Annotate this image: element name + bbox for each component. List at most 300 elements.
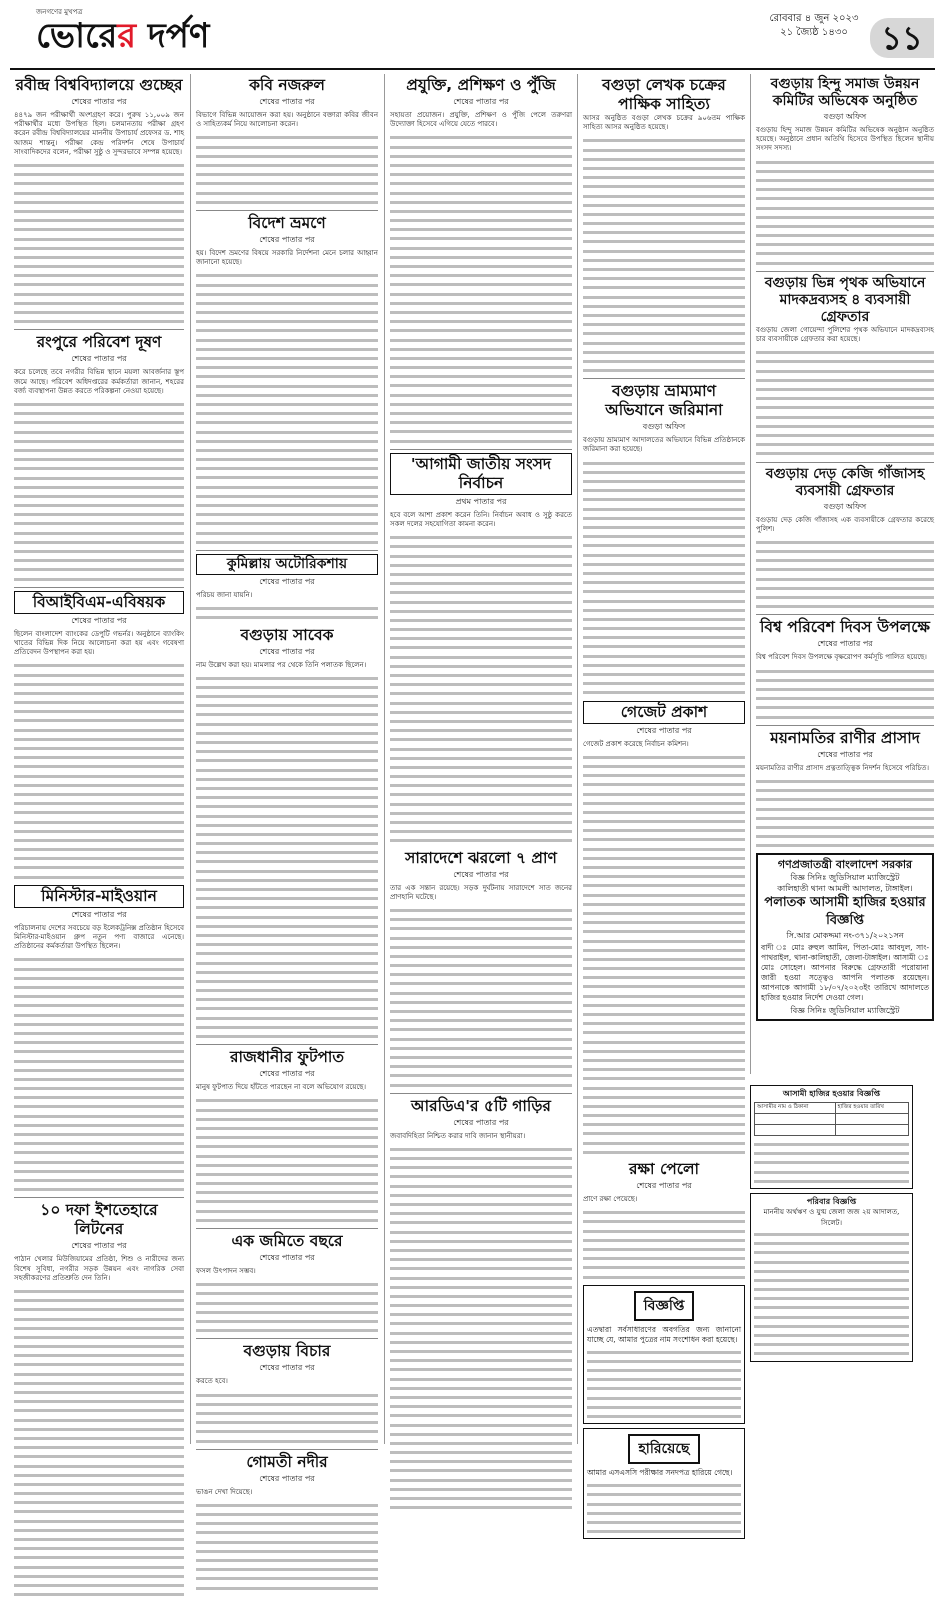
text-line: [583, 559, 745, 568]
headline: গোমতী নদীর: [246, 1452, 328, 1471]
article-bogura-former[interactable]: [196, 626, 378, 1041]
text-line: [196, 1583, 378, 1592]
text-line: [583, 246, 745, 255]
text-line: [390, 1043, 572, 1052]
text-line: [196, 902, 378, 911]
continued-label: শেষের পাতার পর: [817, 749, 873, 759]
column-2: [196, 74, 378, 1496]
text-line: [14, 1387, 184, 1396]
text-line: [756, 840, 934, 849]
text-line: [390, 1208, 572, 1217]
body-text-lines: [196, 1279, 378, 1334]
text-line: [14, 261, 184, 270]
text-line: [196, 893, 378, 902]
article-body: সহায়তা প্রয়োজন। প্রযুক্তি, প্রশিক্ষণ ও পুঁজি পেলে তরুণরা উদ্যোক্তা হিসেবে এগিয়ে যেতে পারবে।: [390, 111, 572, 129]
text-line: [390, 1346, 572, 1355]
article-ganja-arrest[interactable]: [756, 466, 934, 611]
headline: 'আগামী জাতীয় সংসদ নির্বাচন: [390, 453, 572, 495]
text-line: [583, 1009, 745, 1018]
text-line: [196, 783, 378, 792]
text-line: [14, 1543, 184, 1552]
continued-label: বগুড়া অফিস: [823, 501, 867, 511]
article-bogura-trial[interactable]: [196, 1342, 378, 1444]
text-line: [390, 132, 572, 141]
text-line: [390, 1337, 572, 1346]
article-rani-palace[interactable]: [756, 729, 934, 850]
headline: বগুড়ায় সাবেক: [240, 625, 334, 644]
text-line: [390, 426, 572, 435]
text-line: [583, 687, 745, 696]
text-line: [390, 1052, 572, 1061]
text-line: [14, 1010, 184, 1019]
article-hindu-committee[interactable]: [756, 76, 934, 267]
text-line: [196, 682, 378, 691]
notice-case-number: সি.আর মোকদ্দমা নং-৩৭১/২০২১সন: [786, 931, 904, 941]
text-line: [390, 1447, 572, 1456]
text-line: [390, 679, 572, 688]
text-line: [14, 518, 184, 527]
body-text-lines: [14, 660, 184, 881]
text-line: [583, 807, 745, 816]
text-line: [390, 997, 572, 1006]
text-line: [390, 808, 572, 817]
article-foreign-travel[interactable]: [196, 214, 378, 546]
continued-label: প্রথম পাতার পর: [455, 496, 507, 506]
text-line: [390, 914, 572, 923]
article-seven-dead[interactable]: [390, 849, 572, 1089]
text-line: [196, 316, 378, 325]
text-line: [390, 1227, 572, 1236]
continued-label: বগুড়া অফিস: [642, 422, 686, 432]
body-text-lines: [14, 1286, 184, 1598]
notice-lost[interactable]: [583, 1428, 745, 1539]
text-line: [14, 1175, 184, 1184]
text-line: [390, 1465, 572, 1474]
headline: বগুড়া লেখক চক্রের পাক্ষিক সাহিত্য: [602, 76, 726, 113]
headline: সারাদেশে ঝরলো ৭ প্রাণ: [405, 848, 557, 867]
text-line: [583, 522, 745, 531]
text-line: [390, 835, 572, 844]
article-comilla-autorickshaw[interactable]: [196, 554, 378, 622]
notice-absconding-accused[interactable]: [756, 853, 934, 1021]
notice-title: পলাতক আসামী হাজির হওয়ার বিজ্ঞপ্তি: [764, 895, 926, 929]
text-line: [583, 880, 745, 889]
text-line: [754, 1257, 909, 1266]
article-gomoti-river[interactable]: [196, 1453, 378, 1592]
text-line: [390, 716, 572, 725]
text-line: [196, 381, 378, 390]
article-minister-myone[interactable]: [14, 885, 184, 1193]
text-line: [14, 1589, 184, 1598]
article-body: গেজেট প্রকাশ করেছে নির্বাচন কমিশন।: [583, 739, 689, 748]
article-environment-day[interactable]: [756, 618, 934, 720]
text-line: [196, 709, 378, 718]
text-line: [196, 1196, 378, 1205]
text-line: [196, 371, 378, 380]
text-line: [390, 279, 572, 288]
text-line: [14, 826, 184, 835]
text-line: [583, 862, 745, 871]
text-line: [583, 135, 745, 144]
text-line: [14, 1369, 184, 1378]
text-line: [390, 569, 572, 578]
text-line: [14, 445, 184, 454]
text-line: [14, 1056, 184, 1065]
text-line: [587, 1480, 741, 1489]
text-line: [390, 725, 572, 734]
text-line: [390, 1300, 572, 1309]
text-line: [14, 725, 184, 734]
masthead-rule: [10, 68, 935, 70]
text-line: [196, 746, 378, 755]
text-line: [14, 206, 184, 215]
text-line: [14, 1506, 184, 1515]
text-line: [14, 743, 184, 752]
text-line: [583, 236, 745, 245]
text-line: [14, 1405, 184, 1414]
text-line: [587, 1508, 741, 1517]
article-capital-footpath[interactable]: [196, 1048, 378, 1224]
text-line: [14, 417, 184, 426]
text-line: [390, 642, 572, 651]
text-line: [390, 597, 572, 606]
text-line: [756, 412, 934, 421]
text-line: [14, 954, 184, 963]
body-text-lines: [390, 132, 572, 444]
text-line: [196, 417, 378, 426]
text-line: [390, 353, 572, 362]
text-line: [583, 614, 745, 623]
text-line: [583, 605, 745, 614]
text-line: [583, 1027, 745, 1036]
text-line: [390, 1080, 572, 1089]
notice-body: বাদী ঃ মোঃ রুহুল আমিন, পিতা-মোঃ আবদুল, সাং-পাথরাইল, থানা-কালিহাতী, জেলা-টাঙ্গাইল। আসামী ঃ মোঃ সোহেল। আপনার বিরুদ্ধে গ্রেফতারী পরোয়ানা জারী হওয়া সত্ত্বেও আপনি পলাতক রয়েছেন। আপনাকে আগামী ১৮/০৭/২০২৩ইং তারিখে আদালতে হাজির হওয়ার নির্দেশ দেওয়া গেল।: [761, 943, 929, 1003]
text-line: [14, 1138, 184, 1147]
text-line: [196, 528, 378, 537]
text-line: [583, 365, 745, 374]
text-line: [196, 1399, 378, 1408]
article-body: করে চলেছে তবে নগরীর বিভিন্ন স্থানে ময়লা আবর্জনার স্তূপ জমে আছে। পরিবেশ অধিদপ্তরের কর্মকর্তারা জানান, শহরের বর্জ্য ব্যবস্থাপনা উন্নত করতে পরিকল্পনা নেওয়া হয়েছে।: [14, 368, 184, 395]
text-line: [196, 353, 378, 362]
text-line: [583, 1037, 745, 1046]
text-line: [196, 1509, 378, 1518]
text-line: [583, 660, 745, 669]
body-text-lines: [390, 532, 572, 844]
text-line: [390, 362, 572, 371]
text-line: [196, 1160, 378, 1169]
text-line: [583, 1064, 745, 1073]
text-line: [390, 270, 572, 279]
column-1: [14, 74, 184, 1444]
text-line: [583, 310, 745, 319]
text-line: [390, 1392, 572, 1401]
text-line: [196, 518, 378, 527]
text-line: [196, 325, 378, 334]
newspaper-logo[interactable]: [36, 16, 209, 56]
text-line: [196, 390, 378, 399]
text-line: [583, 1046, 745, 1055]
text-line: [756, 258, 934, 267]
text-line: [756, 693, 934, 702]
notice-title: পরিবার বিজ্ঞপ্তি: [806, 1196, 857, 1206]
text-line: [196, 801, 378, 810]
text-line: [14, 307, 184, 316]
text-line: [390, 734, 572, 743]
text-line: [196, 178, 378, 187]
article-body: মানুষ ফুটপাত দিয়ে হাঁটতে পারছেন না বলে অভিযোগ রয়েছে।: [196, 1083, 367, 1092]
text-line: [583, 282, 745, 291]
text-line: [390, 1475, 572, 1484]
text-line: [196, 1316, 378, 1325]
text-line: [196, 1426, 378, 1435]
text-line: [583, 273, 745, 282]
article-body: ভাঙন দেখা দিয়েছে।: [196, 1487, 253, 1496]
headline: মিনিস্টার-মাইওয়ান: [14, 885, 184, 908]
article-body: তার এক সন্তান রয়েছে। সড়ক দুর্ঘটনায় সারাদেশে সাত জনের প্রাণহানি ঘটেছে।: [390, 883, 572, 901]
text-line: [583, 1018, 745, 1027]
article-rabindra-university[interactable]: [14, 76, 184, 325]
body-text-lines: [14, 160, 184, 325]
text-line: [390, 307, 572, 316]
text-line: [196, 472, 378, 481]
text-line: [583, 458, 745, 467]
text-line: [14, 1120, 184, 1129]
text-line: [14, 188, 184, 197]
text-line: [583, 338, 745, 347]
text-line: [754, 1139, 909, 1148]
text-line: [390, 408, 572, 417]
text-line: [390, 707, 572, 716]
text-line: [14, 564, 184, 573]
text-line: [196, 774, 378, 783]
notice-table: [754, 1102, 909, 1136]
continued-label: শেষের পাতার পর: [636, 1181, 692, 1191]
text-line: [14, 752, 184, 761]
continued-label: শেষের পাতার পর: [71, 909, 127, 919]
text-line: [583, 623, 745, 632]
article-body: জবাবদিহিতা নিশ্চিত করার দাবি জানান স্থানীয়রা।: [390, 1131, 526, 1140]
continued-label: শেষের পাতার পর: [453, 1117, 509, 1127]
text-line: [196, 967, 378, 976]
article-writers-circle[interactable]: [583, 76, 745, 374]
text-line: [583, 825, 745, 834]
text-line: [390, 688, 572, 697]
text-line: [14, 1378, 184, 1387]
continued-label: শেষের পাতার পর: [71, 97, 127, 106]
text-line: [390, 1273, 572, 1282]
text-line: [196, 1114, 378, 1123]
text-line: [583, 770, 745, 779]
article-body: হবে বলে আশা প্রকাশ করেন তিনি। নির্বাচন অবাধ ও সুষ্ঠু করতে সকল দলের সহযোগিতা কামনা করেন।: [390, 510, 572, 528]
text-line: [196, 948, 378, 957]
text-line: [756, 356, 934, 365]
body-text-lines: [196, 270, 378, 546]
continued-label: শেষের পাতার পর: [259, 1363, 315, 1373]
article-mobile-court[interactable]: [583, 382, 745, 696]
date-bengali: ২১ জ্যৈষ্ঠ ১৪৩০: [780, 27, 848, 38]
text-line: [587, 1499, 741, 1508]
article-rangpur-pollution[interactable]: [14, 333, 184, 582]
article-national-election[interactable]: [390, 453, 572, 845]
article-bibm[interactable]: [14, 591, 184, 881]
continued-label: শেষের পাতার পর: [259, 1253, 315, 1263]
text-line: [583, 761, 745, 770]
text-line: [756, 157, 934, 166]
notice-body: আমার এসএসসি পরীক্ষার সনদপত্র হারিয়ে গেছে।: [587, 1468, 733, 1478]
text-line: [390, 1291, 572, 1300]
body-text-lines: [196, 1095, 378, 1224]
text-line: [196, 399, 378, 408]
text-line: [583, 504, 745, 513]
text-line: [196, 445, 378, 454]
body-text-lines: [196, 1390, 378, 1445]
text-line: [756, 166, 934, 175]
headline: বগুড়ায় হিন্দু সমাজ উন্নয়ন কমিটির অভিষেক অনুষ্ঠিত: [770, 76, 920, 109]
text-line: [14, 835, 184, 844]
text-line: [196, 884, 378, 893]
article-kobi-nazrul[interactable]: [196, 76, 378, 206]
text-line: [196, 811, 378, 820]
article-body: বগুড়ায় জেলা গোয়েন্দা পুলিশের পৃথক অভিযানে মাদকদ্রব্যসহ চার ব্যবসায়ীকে গ্রেফতার করা হয়েছে।: [756, 325, 934, 344]
text-line: [754, 1330, 909, 1339]
text-line: [14, 1562, 184, 1571]
text-line: [14, 1433, 184, 1442]
text-line: [756, 421, 934, 430]
article-drug-arrest[interactable]: [756, 275, 934, 458]
article-liton-manifesto[interactable]: [14, 1201, 184, 1598]
text-line: [14, 454, 184, 463]
text-line: [390, 1401, 572, 1410]
article-technology-training[interactable]: [390, 76, 572, 445]
text-line: [754, 1266, 909, 1275]
notice-accused-appearance[interactable]: [750, 1085, 913, 1189]
text-line: [14, 670, 184, 679]
text-line: [756, 347, 934, 356]
notice-family-court[interactable]: [750, 1193, 913, 1362]
text-line: [754, 1321, 909, 1330]
text-line: [14, 1571, 184, 1580]
article-body: আসর অনুষ্ঠিত বগুড়া লেখক চক্রের ৯০৬তম পাক্ষিক সাহিত্য আসর অনুষ্ঠিত হয়েছে।: [583, 114, 745, 132]
text-line: [14, 270, 184, 279]
text-line: [196, 362, 378, 371]
text-line: [390, 1328, 572, 1337]
text-line: [390, 652, 572, 661]
text-line: [390, 224, 572, 233]
text-line: [390, 233, 572, 242]
text-line: [390, 661, 572, 670]
text-line: [196, 1546, 378, 1555]
text-line: [390, 578, 572, 587]
text-line: [756, 221, 934, 230]
text-line: [754, 1312, 909, 1321]
text-line: [14, 1341, 184, 1350]
text-line: [196, 939, 378, 948]
text-line: [754, 1157, 909, 1166]
text-line: [756, 384, 934, 393]
text-line: [196, 500, 378, 509]
text-line: [14, 660, 184, 669]
article-body: পাঠান খেলার মিউজিয়ামের প্রতিষ্ঠা, শিশু ও নারীদের জন্য বিশেষ সুবিধা, নগরীর সড়ক উন্নয়ন এবং নাগরিক সেবা সহজীকরণের প্রতিশ্রুতি দেন তিনি।: [14, 1255, 184, 1282]
headline: গেজেট প্রকাশ: [583, 701, 745, 724]
text-line: [14, 1497, 184, 1506]
text-line: [583, 292, 745, 301]
column-divider: [750, 74, 751, 1074]
text-line: [14, 1184, 184, 1193]
headline: এক জমিতে বছরে: [231, 1232, 343, 1251]
text-line: [196, 1169, 378, 1178]
text-line: [196, 169, 378, 178]
text-line: [587, 1489, 741, 1498]
headline: রক্ষা পেলো: [628, 1160, 700, 1179]
text-line: [196, 820, 378, 829]
text-line: [14, 872, 184, 881]
text-line: [14, 1470, 184, 1479]
text-line: [756, 712, 934, 721]
article-rda-vehicles[interactable]: [390, 1097, 572, 1512]
text-line: [583, 908, 745, 917]
text-line: [756, 583, 934, 592]
text-line: [390, 1236, 572, 1245]
text-line: [14, 160, 184, 169]
text-line: [756, 402, 934, 411]
text-line: [390, 1355, 572, 1364]
text-line: [14, 555, 184, 564]
body-text-lines: [390, 1144, 572, 1512]
text-line: [196, 1095, 378, 1104]
notice-title: বিজ্ঞপ্তি: [634, 1291, 695, 1321]
text-line: [196, 1573, 378, 1582]
article-one-land-year[interactable]: [196, 1232, 378, 1334]
text-line: [754, 1238, 909, 1247]
body-text-lines: [196, 1500, 378, 1592]
text-line: [196, 1537, 378, 1546]
text-line: [14, 991, 184, 1000]
text-line: [196, 1206, 378, 1215]
text-line: [390, 560, 572, 569]
headline: বগুড়ায় দেড় কেজি গাঁজাসহ ব্যবসায়ী গ্রেফতার: [765, 465, 925, 499]
text-line: [196, 1500, 378, 1509]
text-line: [390, 206, 572, 215]
text-line: [14, 862, 184, 871]
text-line: [14, 546, 184, 555]
text-line: [196, 1555, 378, 1564]
text-line: [196, 132, 378, 141]
text-line: [583, 513, 745, 522]
text-line: [390, 1383, 572, 1392]
text-line: [756, 430, 934, 439]
text-line: [14, 1101, 184, 1110]
text-line: [583, 1055, 745, 1064]
text-line: [754, 1302, 909, 1311]
text-line: [390, 1493, 572, 1502]
text-line: [14, 574, 184, 583]
text-line: [14, 316, 184, 325]
text-line: [583, 227, 745, 236]
text-line: [196, 856, 378, 865]
text-line: [583, 540, 745, 549]
text-line: [14, 771, 184, 780]
body-text-lines: [390, 905, 572, 1089]
text-line: [14, 252, 184, 261]
text-line: [14, 473, 184, 482]
text-line: [583, 200, 745, 209]
text-line: [196, 921, 378, 930]
body-text-lines: [754, 1229, 909, 1358]
date-gregorian: রোববার ৪ জুন ২০২৩: [769, 13, 859, 24]
text-line: [754, 1293, 909, 1302]
text-line: [390, 744, 572, 753]
text-line: [14, 289, 184, 298]
